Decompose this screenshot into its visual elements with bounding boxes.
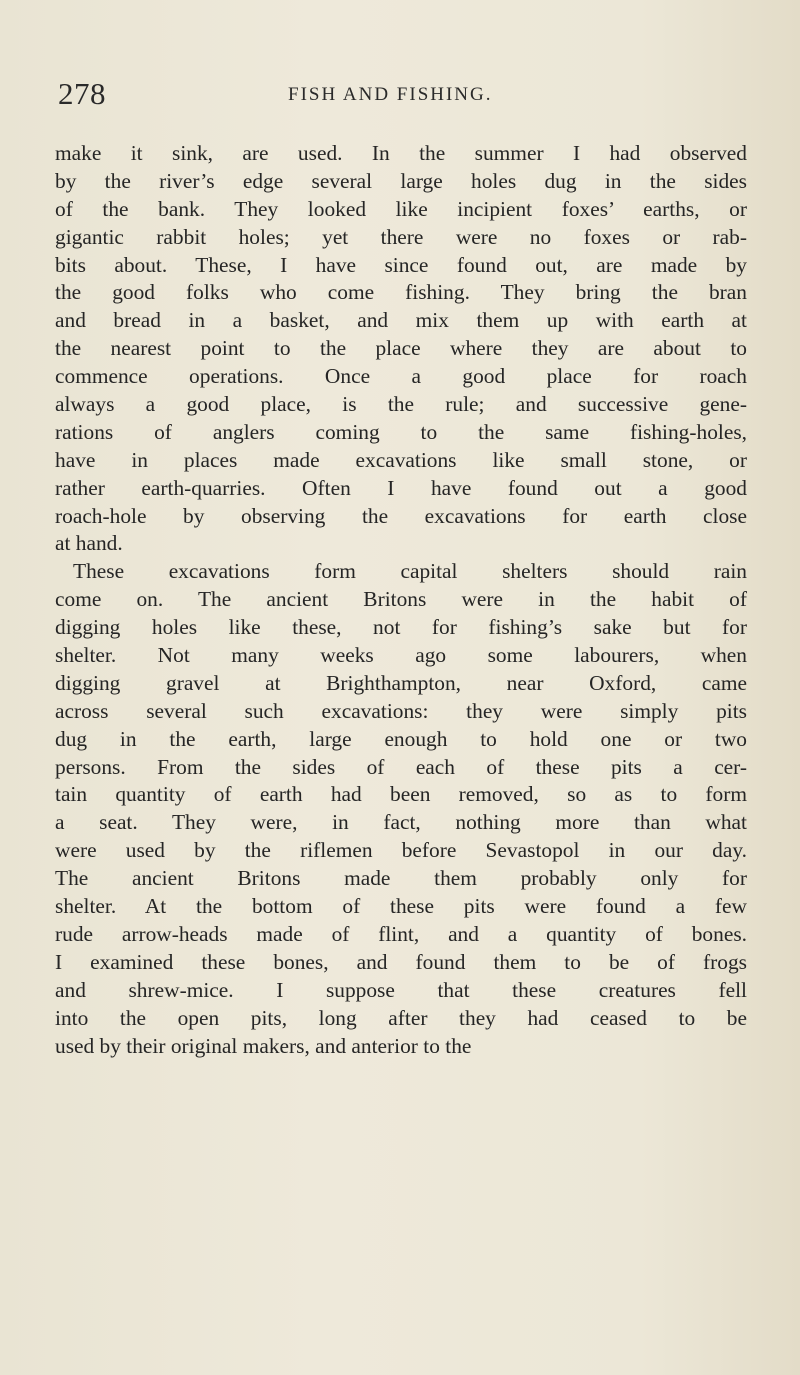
- text-line: make it sink, are used. In the summer I had observed: [55, 141, 747, 165]
- text-line: tain quantity of earth had been removed, so as to form: [55, 782, 747, 807]
- text-line: and bread in a basket, and mix them up with earth at: [55, 308, 747, 333]
- text-line: These excavations form capital shelters should rain: [73, 559, 747, 584]
- page-number: 278: [58, 76, 106, 111]
- text-line: used by their original makers, and anterior to the: [55, 1033, 472, 1058]
- text-line: have in places made excavations like small stone, or: [55, 447, 747, 472]
- text-line: into the open pits, long after they had ceased to be: [55, 1005, 747, 1030]
- text-line: persons. From the sides of each of these pits a cer-: [55, 754, 747, 779]
- text-line: rude arrow-heads made of flint, and a quantity of bones.: [55, 921, 747, 946]
- text-line: roach-hole by observing the excavations for earth close: [55, 503, 747, 528]
- text-line: the good folks who come fishing. They bring the bran: [55, 280, 747, 305]
- text-line: digging gravel at Brighthampton, near Oxford, came: [55, 670, 747, 695]
- text-line: rations of anglers coming to the same fishing-holes,: [55, 419, 747, 444]
- text-line: the nearest point to the place where they are about to: [55, 336, 747, 361]
- text-line: were used by the riflemen before Sevastopol in our day.: [55, 838, 747, 863]
- text-line: commence operations. Once a good place for roach: [55, 364, 747, 389]
- text-line: shelter. At the bottom of these pits were found a few: [55, 894, 747, 919]
- text-line: rather earth-quarries. Often I have found out a good: [55, 475, 747, 500]
- running-head: FISH AND FISHING.: [288, 84, 493, 105]
- text-line: and shrew-mice. I suppose that these creatures fell: [55, 977, 747, 1002]
- text-line: digging holes like these, not for fishing’s sake but for: [55, 615, 747, 640]
- paragraph: [55, 558, 747, 1060]
- text-line: I examined these bones, and found them to be of frogs: [55, 949, 747, 974]
- text-line: dug in the earth, large enough to hold one or two: [55, 726, 747, 751]
- text-line: a seat. They were, in fact, nothing more than what: [55, 810, 747, 835]
- text-line: bits about. These, I have since found out, are made by: [55, 252, 747, 277]
- text-line: gigantic rabbit holes; yet there were no foxes or rab-: [55, 224, 747, 249]
- body-text: [55, 140, 747, 1060]
- text-line: always a good place, is the rule; and successive gene-: [55, 392, 747, 417]
- text-line: across several such excavations: they were simply pits: [55, 698, 747, 723]
- text-line: of the bank. They looked like incipient foxes’ earths, or: [55, 196, 747, 221]
- text-line: shelter. Not many weeks ago some labourers, when: [55, 643, 747, 668]
- text-line: at hand.: [55, 531, 123, 556]
- text-line: come on. The ancient Britons were in the habit of: [55, 587, 747, 612]
- page-header: [58, 76, 748, 116]
- text-line: The ancient Britons made them probably only for: [55, 866, 747, 891]
- text-line: by the river’s edge several large holes dug in the sides: [55, 168, 747, 193]
- paragraph: [55, 140, 747, 558]
